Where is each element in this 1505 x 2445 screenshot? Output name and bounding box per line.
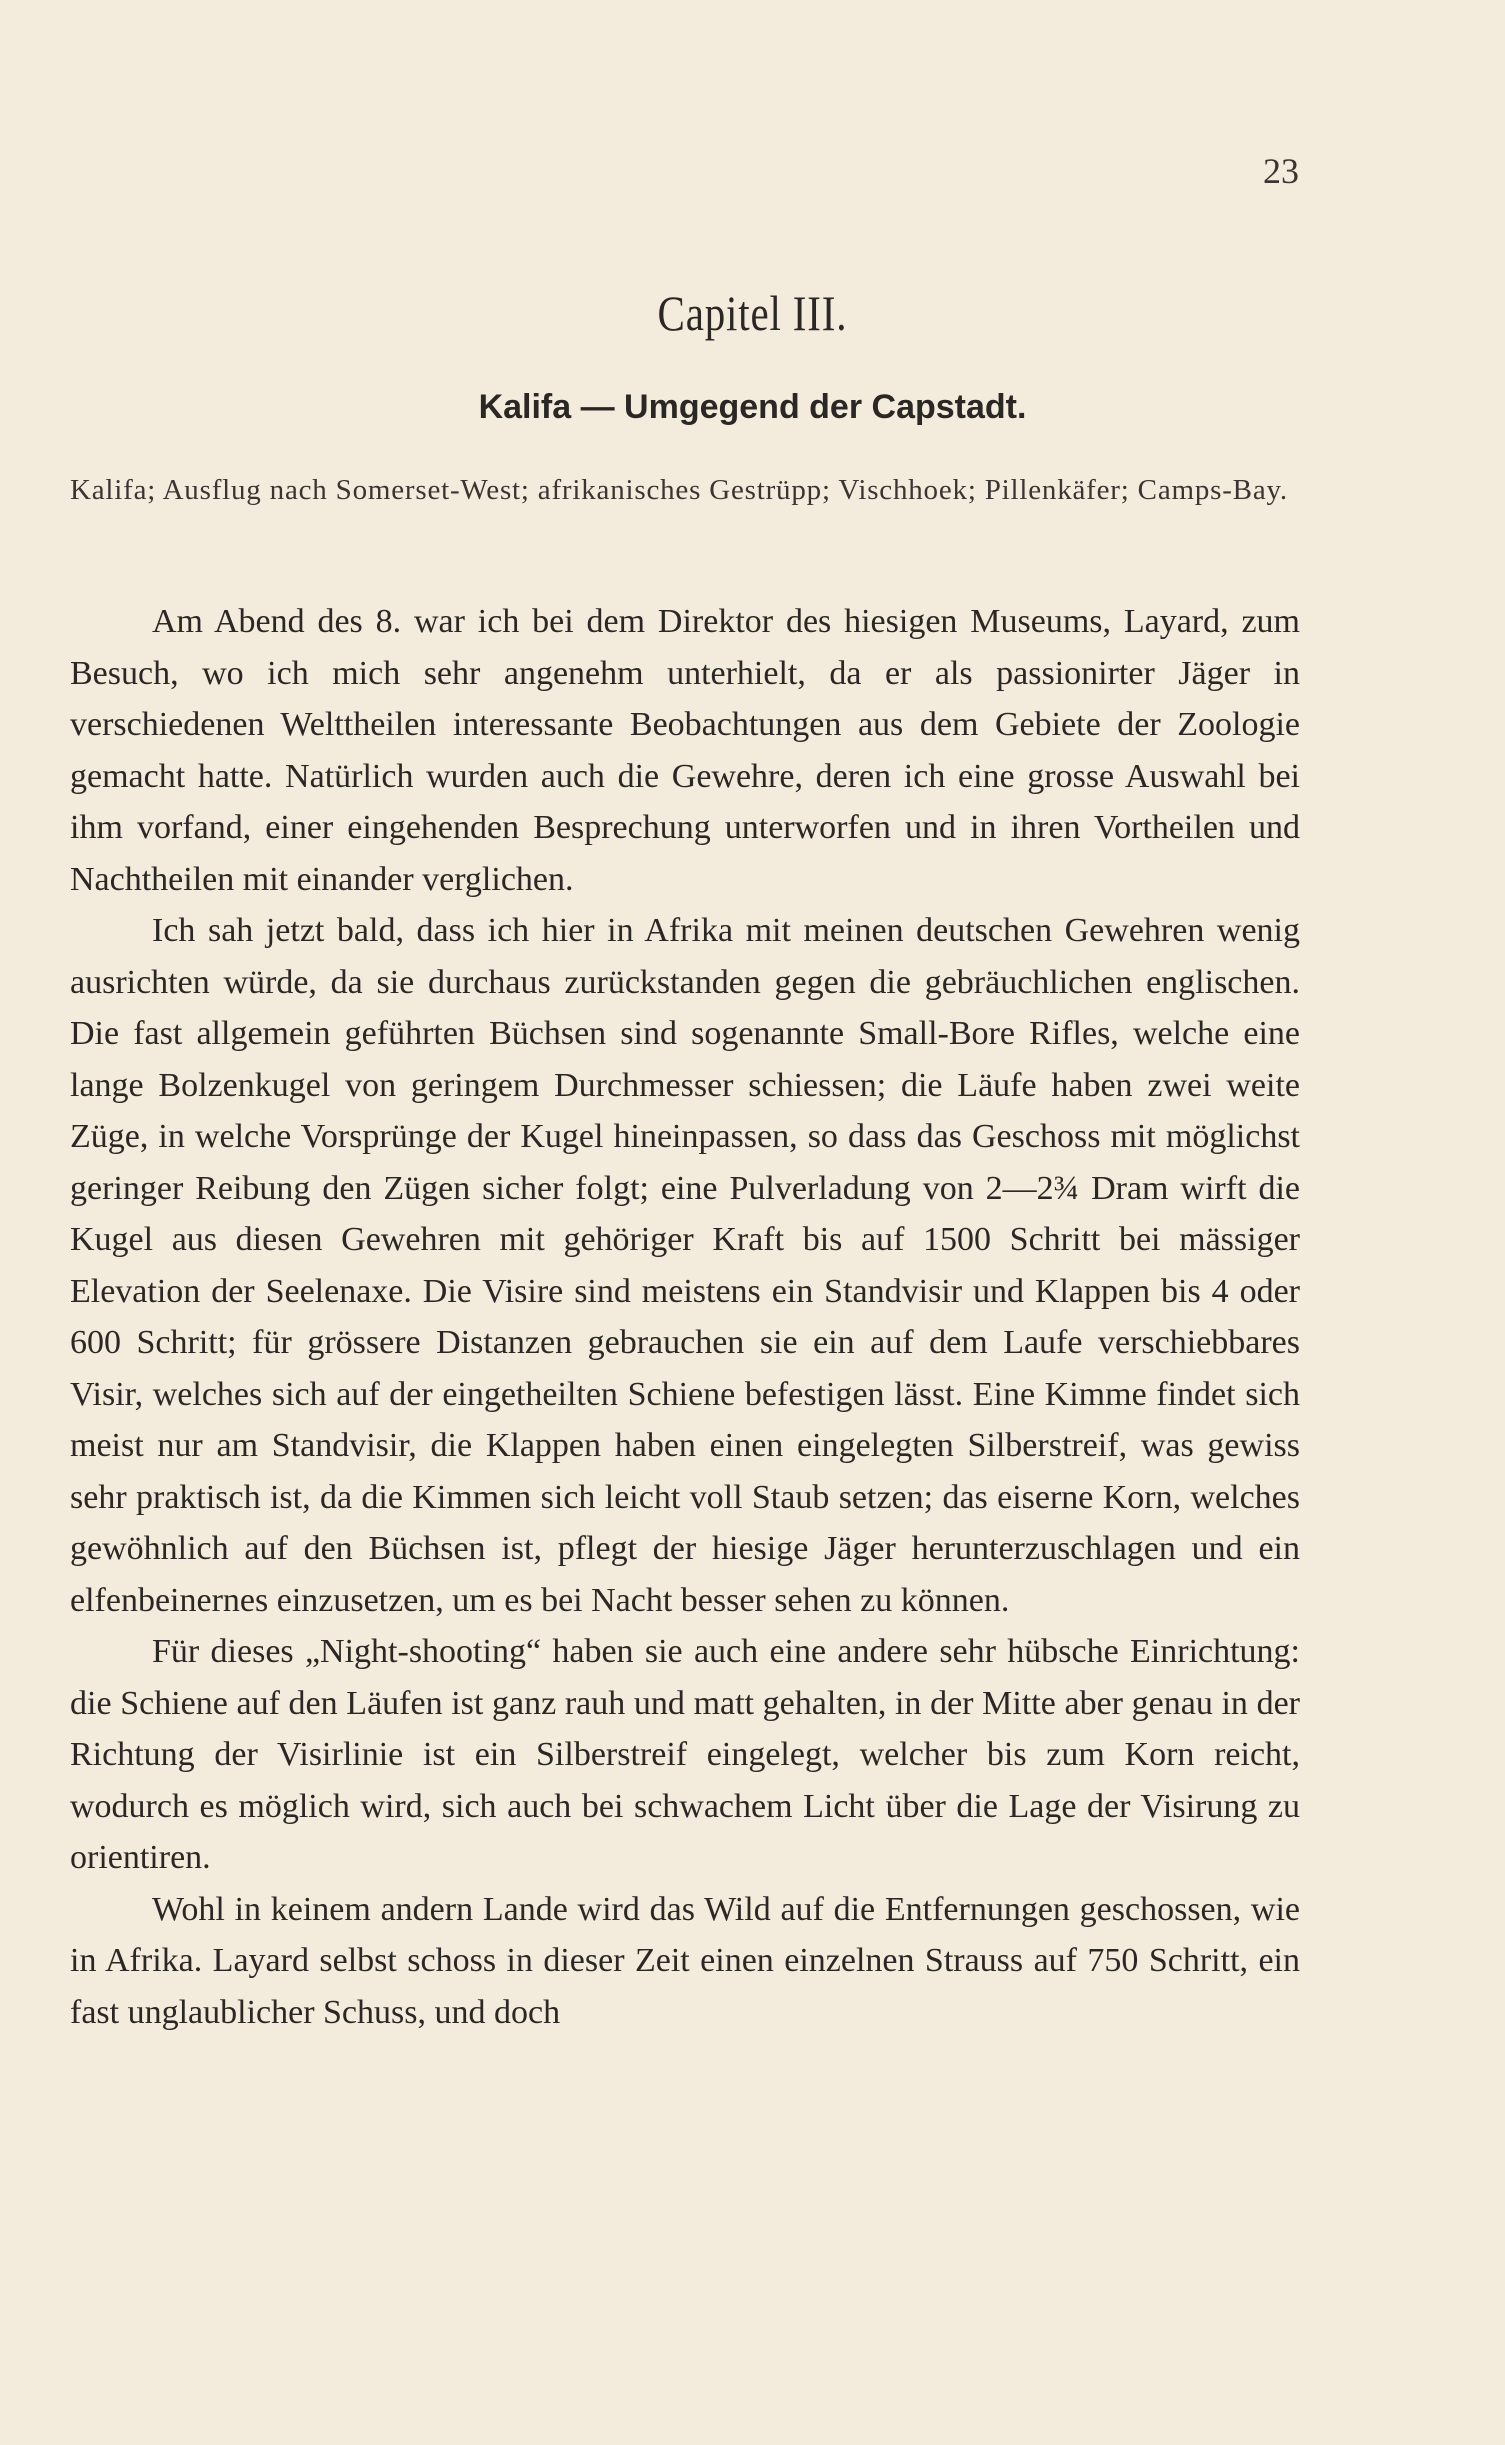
paragraph: Wohl in keinem andern Lande wird das Wild auf die Entfernungen geschossen, wie in Afrika. Layard selbst schoss in dieser Zeit einen einzelnen Strauss auf 750 Schritt, ein fast unglaublicher Schuss, und doch [70, 1890, 1300, 2031]
paragraph: Am Abend des 8. war ich bei dem Direktor des hiesigen Museums, Layard, zum Besuch, wo ich mich sehr angenehm unterhielt, da er als passionirter Jäger in verschiedenen Welttheilen interessante Beobachtungen aus dem Gebiete der Zoologie gemacht hatte. Natürlich wurden auch die Gewehre, deren ich eine grosse Auswahl bei ihm vorfand, einer eingehenden Besprechung unterworfen und in ihren Vortheilen und Nachtheilen mit einander verglichen. [70, 603, 1300, 898]
chapter-subtitle: Kalifa — Umgegend der Capstadt. [478, 388, 1027, 426]
paragraph: Für dieses „Night-shooting“ haben sie auch eine andere sehr hübsche Einrichtung: die Schiene auf den Läufen ist ganz rauh und matt gehalten, in der Mitte aber genau in der Richtung der Visirlinie ist ein Silberstreif eingelegt, welcher bis zum Korn reicht, wodurch es möglich wird, sich auch bei schwachem Licht über die Lage der Visirung zu orientiren. [70, 1633, 1300, 1876]
page-number: 23 [1263, 151, 1299, 191]
paragraph: Ich sah jetzt bald, dass ich hier in Afrika mit meinen deutschen Gewehren wenig ausrichten würde, da sie durchaus zurückstanden gegen die gebräuchlichen englischen. Die fast allgemein geführten Büchsen sind sogenannte Small-Bore Rifles, welche eine lange Bolzenkugel von geringem Durchmesser schiessen; die Läufe haben zwei weite Züge, in welche Vorsprünge der Kugel hineinpassen, so dass das Geschoss mit möglichst geringer Reibung den Zügen sicher folgt; eine Pulverladung von 2—2¾ Dram wirft die Kugel aus diesen Gewehren mit gehöriger Kraft bis auf 1500 Schritt bei mässiger Elevation der Seelenaxe. Die Visire sind meistens ein Standvisir und Klappen bis 4 oder 600 Schritt; für grössere Distanzen gebrauchen sie ein auf dem Laufe verschiebbares Visir, welches sich auf der eingetheilten Schiene befestigen lässt. Eine Kimme findet sich meist nur am Standvisir, die Klappen haben einen eingelegten Silberstreif, was gewiss sehr praktisch ist, da die Kimmen sich leicht voll Staub setzen; das eiserne Korn, welches gewöhnlich auf den Büchsen ist, pflegt der hiesige Jäger herunterzuschlagen und ein elfenbeinernes einzusetzen, um es bei Nacht besser sehen zu können. [70, 912, 1300, 1619]
chapter-title: Capitel III. [657, 285, 848, 341]
body-text [70, 596, 1300, 2038]
chapter-summary: Kalifa; Ausflug nach Somerset-West; afrikanisches Gestrüpp; Vischhoek; Pillenkäfer; Camps-Bay. [70, 474, 1288, 506]
